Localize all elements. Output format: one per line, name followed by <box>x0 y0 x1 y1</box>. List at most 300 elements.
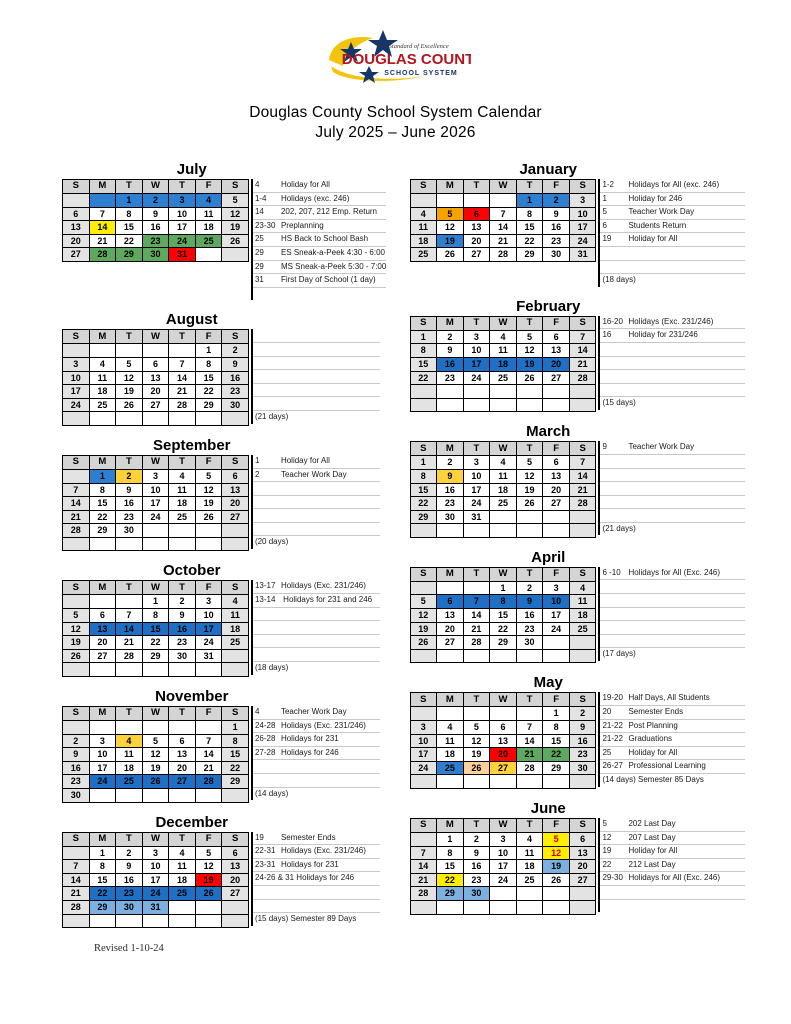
day-cell[interactable]: 4 <box>116 734 143 748</box>
day-cell[interactable]: 19 <box>195 873 222 887</box>
day-cell[interactable]: 4 <box>195 194 222 208</box>
day-cell[interactable]: 7 <box>463 595 490 609</box>
day-cell[interactable]: 20 <box>569 860 596 874</box>
day-cell[interactable]: 1 <box>89 469 116 483</box>
day-cell[interactable]: 19 <box>195 497 222 511</box>
day-cell[interactable]: 19 <box>516 357 543 371</box>
day-cell[interactable]: 22 <box>410 371 437 385</box>
day-cell[interactable]: 18 <box>195 221 222 235</box>
day-cell[interactable]: 1 <box>410 330 437 344</box>
day-cell[interactable]: 30 <box>569 761 596 775</box>
day-cell[interactable]: 1 <box>89 846 116 860</box>
day-cell[interactable]: 19 <box>222 221 249 235</box>
day-cell[interactable]: 9 <box>516 595 543 609</box>
day-cell[interactable]: 31 <box>195 649 222 663</box>
day-cell[interactable]: 10 <box>89 748 116 762</box>
day-cell[interactable]: 30 <box>543 248 570 262</box>
day-cell[interactable]: 18 <box>569 609 596 623</box>
day-cell[interactable]: 5 <box>410 595 437 609</box>
day-cell[interactable]: 27 <box>63 248 90 262</box>
day-cell[interactable]: 9 <box>463 846 490 860</box>
day-cell[interactable]: 14 <box>569 344 596 358</box>
day-cell[interactable]: 20 <box>222 873 249 887</box>
day-cell[interactable]: 26 <box>463 761 490 775</box>
day-cell[interactable]: 11 <box>222 609 249 623</box>
day-cell[interactable]: 11 <box>169 483 196 497</box>
day-cell[interactable]: 13 <box>543 469 570 483</box>
day-cell[interactable]: 16 <box>116 873 143 887</box>
day-cell[interactable]: 4 <box>569 581 596 595</box>
day-cell[interactable]: 10 <box>195 609 222 623</box>
day-cell[interactable]: 8 <box>195 357 222 371</box>
day-cell[interactable]: 13 <box>463 221 490 235</box>
day-cell[interactable]: 15 <box>516 221 543 235</box>
day-cell[interactable]: 11 <box>169 860 196 874</box>
day-cell[interactable]: 10 <box>543 595 570 609</box>
day-cell[interactable]: 29 <box>437 887 464 901</box>
day-cell[interactable]: 22 <box>437 873 464 887</box>
day-cell[interactable]: 29 <box>89 524 116 538</box>
day-cell[interactable]: 25 <box>195 234 222 248</box>
day-cell[interactable]: 15 <box>410 357 437 371</box>
day-cell[interactable]: 17 <box>195 622 222 636</box>
day-cell[interactable]: 14 <box>63 873 90 887</box>
day-cell[interactable]: 1 <box>437 833 464 847</box>
day-cell[interactable]: 27 <box>169 775 196 789</box>
day-cell[interactable]: 5 <box>543 833 570 847</box>
day-cell[interactable]: 28 <box>463 636 490 650</box>
day-cell[interactable]: 16 <box>142 221 169 235</box>
day-cell[interactable]: 19 <box>516 483 543 497</box>
day-cell[interactable]: 21 <box>116 636 143 650</box>
day-cell[interactable]: 23 <box>116 887 143 901</box>
day-cell[interactable]: 31 <box>169 248 196 262</box>
day-cell[interactable]: 16 <box>569 734 596 748</box>
day-cell[interactable]: 8 <box>516 207 543 221</box>
day-cell[interactable]: 13 <box>222 483 249 497</box>
day-cell[interactable]: 5 <box>463 721 490 735</box>
day-cell[interactable]: 25 <box>569 622 596 636</box>
day-cell[interactable]: 11 <box>195 207 222 221</box>
day-cell[interactable]: 1 <box>222 721 249 735</box>
day-cell[interactable]: 11 <box>89 371 116 385</box>
day-cell[interactable]: 15 <box>116 221 143 235</box>
day-cell[interactable]: 2 <box>569 707 596 721</box>
day-cell[interactable]: 6 <box>222 846 249 860</box>
day-cell[interactable]: 28 <box>63 524 90 538</box>
day-cell[interactable]: 29 <box>195 398 222 412</box>
day-cell[interactable]: 11 <box>437 734 464 748</box>
day-cell[interactable]: 12 <box>516 344 543 358</box>
day-cell[interactable]: 24 <box>169 234 196 248</box>
day-cell[interactable]: 29 <box>410 510 437 524</box>
day-cell[interactable]: 30 <box>116 524 143 538</box>
day-cell[interactable]: 26 <box>222 234 249 248</box>
day-cell[interactable]: 7 <box>410 846 437 860</box>
day-cell[interactable]: 10 <box>63 371 90 385</box>
day-cell[interactable]: 26 <box>410 636 437 650</box>
day-cell[interactable]: 19 <box>463 748 490 762</box>
day-cell[interactable]: 17 <box>63 385 90 399</box>
day-cell[interactable]: 18 <box>222 622 249 636</box>
day-cell[interactable]: 21 <box>63 510 90 524</box>
day-cell[interactable]: 24 <box>63 398 90 412</box>
day-cell[interactable]: 25 <box>490 497 517 511</box>
day-cell[interactable]: 8 <box>410 469 437 483</box>
day-cell[interactable]: 27 <box>490 761 517 775</box>
day-cell[interactable]: 18 <box>89 385 116 399</box>
day-cell[interactable]: 12 <box>543 846 570 860</box>
day-cell[interactable]: 13 <box>490 734 517 748</box>
day-cell[interactable]: 17 <box>142 497 169 511</box>
day-cell[interactable]: 17 <box>142 873 169 887</box>
day-cell[interactable]: 29 <box>490 636 517 650</box>
day-cell[interactable]: 29 <box>543 761 570 775</box>
day-cell[interactable]: 23 <box>569 748 596 762</box>
day-cell[interactable]: 11 <box>516 846 543 860</box>
day-cell[interactable]: 25 <box>169 510 196 524</box>
day-cell[interactable]: 4 <box>516 833 543 847</box>
day-cell[interactable]: 11 <box>490 469 517 483</box>
day-cell[interactable]: 23 <box>516 622 543 636</box>
day-cell[interactable]: 8 <box>222 734 249 748</box>
day-cell[interactable]: 22 <box>195 385 222 399</box>
day-cell[interactable]: 3 <box>490 833 517 847</box>
day-cell[interactable]: 23 <box>222 385 249 399</box>
day-cell[interactable]: 13 <box>543 344 570 358</box>
day-cell[interactable]: 12 <box>63 622 90 636</box>
day-cell[interactable]: 17 <box>169 221 196 235</box>
day-cell[interactable]: 16 <box>543 221 570 235</box>
day-cell[interactable]: 14 <box>195 748 222 762</box>
day-cell[interactable]: 13 <box>63 221 90 235</box>
day-cell[interactable]: 15 <box>89 873 116 887</box>
day-cell[interactable]: 13 <box>142 371 169 385</box>
day-cell[interactable]: 15 <box>410 483 437 497</box>
day-cell[interactable]: 22 <box>410 497 437 511</box>
day-cell[interactable]: 20 <box>437 622 464 636</box>
day-cell[interactable]: 1 <box>142 595 169 609</box>
day-cell[interactable]: 9 <box>222 357 249 371</box>
day-cell[interactable]: 9 <box>437 469 464 483</box>
day-cell[interactable]: 12 <box>410 609 437 623</box>
day-cell[interactable]: 25 <box>516 873 543 887</box>
day-cell[interactable]: 8 <box>410 344 437 358</box>
day-cell[interactable]: 6 <box>142 357 169 371</box>
day-cell[interactable]: 26 <box>116 398 143 412</box>
day-cell[interactable]: 28 <box>569 497 596 511</box>
day-cell[interactable]: 11 <box>569 595 596 609</box>
day-cell[interactable]: 3 <box>142 469 169 483</box>
day-cell[interactable]: 30 <box>516 636 543 650</box>
day-cell[interactable]: 28 <box>490 248 517 262</box>
day-cell[interactable]: 6 <box>543 330 570 344</box>
day-cell[interactable]: 6 <box>63 207 90 221</box>
day-cell[interactable]: 25 <box>169 887 196 901</box>
day-cell[interactable]: 14 <box>516 734 543 748</box>
day-cell[interactable]: 22 <box>89 510 116 524</box>
day-cell[interactable]: 23 <box>142 234 169 248</box>
day-cell[interactable]: 31 <box>569 248 596 262</box>
day-cell[interactable]: 29 <box>222 775 249 789</box>
day-cell[interactable]: 20 <box>490 748 517 762</box>
day-cell[interactable]: 23 <box>543 234 570 248</box>
day-cell[interactable]: 7 <box>89 207 116 221</box>
day-cell[interactable]: 27 <box>569 873 596 887</box>
day-cell[interactable]: 28 <box>89 248 116 262</box>
day-cell[interactable]: 18 <box>410 234 437 248</box>
day-cell[interactable]: 14 <box>463 609 490 623</box>
day-cell[interactable]: 27 <box>89 649 116 663</box>
day-cell[interactable]: 1 <box>490 581 517 595</box>
day-cell[interactable]: 3 <box>543 581 570 595</box>
day-cell[interactable]: 8 <box>543 721 570 735</box>
day-cell[interactable]: 31 <box>142 900 169 914</box>
day-cell[interactable]: 16 <box>222 371 249 385</box>
day-cell[interactable]: 9 <box>543 207 570 221</box>
day-cell[interactable]: 27 <box>222 510 249 524</box>
day-cell[interactable]: 24 <box>142 510 169 524</box>
day-cell[interactable]: 15 <box>89 497 116 511</box>
day-cell[interactable]: 22 <box>89 887 116 901</box>
day-cell[interactable]: 10 <box>410 734 437 748</box>
day-cell[interactable]: 5 <box>195 469 222 483</box>
day-cell[interactable]: 29 <box>142 649 169 663</box>
day-cell[interactable]: 22 <box>116 234 143 248</box>
day-cell[interactable]: 21 <box>569 483 596 497</box>
day-cell[interactable]: 20 <box>463 234 490 248</box>
day-cell[interactable]: 2 <box>142 194 169 208</box>
day-cell[interactable]: 24 <box>569 234 596 248</box>
day-cell[interactable]: 23 <box>63 775 90 789</box>
day-cell[interactable]: 15 <box>222 748 249 762</box>
day-cell[interactable]: 6 <box>569 833 596 847</box>
day-cell[interactable]: 7 <box>169 357 196 371</box>
day-cell[interactable]: 11 <box>116 748 143 762</box>
day-cell[interactable]: 7 <box>63 483 90 497</box>
day-cell[interactable]: 26 <box>516 497 543 511</box>
day-cell[interactable]: 19 <box>410 622 437 636</box>
day-cell[interactable]: 17 <box>463 483 490 497</box>
day-cell[interactable]: 26 <box>516 371 543 385</box>
day-cell[interactable]: 16 <box>437 483 464 497</box>
day-cell[interactable]: 18 <box>490 483 517 497</box>
day-cell[interactable]: 23 <box>437 497 464 511</box>
day-cell[interactable]: 29 <box>516 248 543 262</box>
day-cell[interactable]: 5 <box>195 846 222 860</box>
day-cell[interactable]: 14 <box>410 860 437 874</box>
day-cell[interactable]: 12 <box>516 469 543 483</box>
day-cell[interactable]: 3 <box>195 595 222 609</box>
day-cell[interactable]: 27 <box>222 887 249 901</box>
day-cell[interactable]: 4 <box>169 469 196 483</box>
day-cell[interactable]: 7 <box>569 330 596 344</box>
day-cell[interactable]: 24 <box>463 371 490 385</box>
day-cell[interactable]: 25 <box>437 761 464 775</box>
day-cell[interactable]: 4 <box>222 595 249 609</box>
day-cell[interactable]: 7 <box>490 207 517 221</box>
day-cell[interactable]: 15 <box>490 609 517 623</box>
day-cell[interactable]: 6 <box>169 734 196 748</box>
day-cell[interactable]: 18 <box>169 873 196 887</box>
day-cell[interactable]: 18 <box>116 761 143 775</box>
day-cell[interactable]: 24 <box>142 887 169 901</box>
day-cell[interactable]: 30 <box>63 789 90 803</box>
day-cell[interactable]: 5 <box>63 609 90 623</box>
day-cell[interactable]: 19 <box>543 860 570 874</box>
day-cell[interactable]: 17 <box>89 761 116 775</box>
day-cell[interactable]: 22 <box>222 761 249 775</box>
day-cell[interactable]: 20 <box>142 385 169 399</box>
day-cell[interactable]: 8 <box>89 860 116 874</box>
day-cell[interactable]: 16 <box>437 357 464 371</box>
day-cell[interactable]: 3 <box>463 330 490 344</box>
day-cell[interactable]: 1 <box>116 194 143 208</box>
day-cell[interactable]: 16 <box>516 609 543 623</box>
day-cell[interactable]: 2 <box>516 581 543 595</box>
day-cell[interactable]: 18 <box>437 748 464 762</box>
day-cell[interactable]: 26 <box>142 775 169 789</box>
day-cell[interactable]: 10 <box>142 483 169 497</box>
day-cell[interactable]: 10 <box>490 846 517 860</box>
day-cell[interactable]: 12 <box>116 371 143 385</box>
day-cell[interactable]: 2 <box>222 344 249 358</box>
day-cell[interactable]: 28 <box>169 398 196 412</box>
day-cell[interactable]: 5 <box>516 330 543 344</box>
day-cell[interactable]: 30 <box>222 398 249 412</box>
day-cell[interactable]: 1 <box>195 344 222 358</box>
day-cell[interactable]: 4 <box>490 456 517 470</box>
day-cell[interactable]: 6 <box>437 595 464 609</box>
day-cell[interactable]: 24 <box>89 775 116 789</box>
day-cell[interactable]: 13 <box>437 609 464 623</box>
day-cell[interactable]: 13 <box>89 622 116 636</box>
day-cell[interactable]: 20 <box>222 497 249 511</box>
day-cell[interactable]: 19 <box>63 636 90 650</box>
day-cell[interactable]: 2 <box>63 734 90 748</box>
day-cell[interactable]: 28 <box>516 761 543 775</box>
day-cell[interactable]: 3 <box>569 194 596 208</box>
day-cell[interactable]: 5 <box>437 207 464 221</box>
day-cell[interactable]: 27 <box>142 398 169 412</box>
day-cell[interactable]: 5 <box>516 456 543 470</box>
day-cell[interactable]: 29 <box>116 248 143 262</box>
day-cell[interactable]: 17 <box>490 860 517 874</box>
day-cell[interactable]: 6 <box>89 609 116 623</box>
day-cell[interactable]: 9 <box>116 483 143 497</box>
day-cell[interactable]: 2 <box>437 330 464 344</box>
day-cell[interactable]: 5 <box>116 357 143 371</box>
day-cell[interactable]: 16 <box>463 860 490 874</box>
day-cell[interactable]: 8 <box>89 483 116 497</box>
day-cell[interactable]: 5 <box>222 194 249 208</box>
day-cell[interactable]: 2 <box>169 595 196 609</box>
day-cell[interactable]: 10 <box>463 469 490 483</box>
day-cell[interactable]: 13 <box>222 860 249 874</box>
day-cell[interactable]: 26 <box>195 510 222 524</box>
day-cell[interactable]: 4 <box>490 330 517 344</box>
day-cell[interactable]: 25 <box>410 248 437 262</box>
day-cell[interactable]: 17 <box>543 609 570 623</box>
day-cell[interactable]: 6 <box>463 207 490 221</box>
day-cell[interactable]: 21 <box>63 887 90 901</box>
day-cell[interactable]: 14 <box>569 469 596 483</box>
day-cell[interactable]: 6 <box>490 721 517 735</box>
day-cell[interactable]: 9 <box>63 748 90 762</box>
day-cell[interactable]: 27 <box>463 248 490 262</box>
day-cell[interactable]: 3 <box>63 357 90 371</box>
day-cell[interactable]: 27 <box>543 371 570 385</box>
day-cell[interactable]: 13 <box>569 846 596 860</box>
day-cell[interactable]: 25 <box>490 371 517 385</box>
day-cell[interactable]: 6 <box>222 469 249 483</box>
day-cell[interactable]: 21 <box>410 873 437 887</box>
day-cell[interactable]: 16 <box>169 622 196 636</box>
day-cell[interactable]: 14 <box>63 497 90 511</box>
day-cell[interactable]: 7 <box>116 609 143 623</box>
day-cell[interactable]: 21 <box>195 761 222 775</box>
day-cell[interactable]: 18 <box>169 497 196 511</box>
day-cell[interactable]: 11 <box>410 221 437 235</box>
day-cell[interactable]: 10 <box>463 344 490 358</box>
day-cell[interactable]: 14 <box>169 371 196 385</box>
day-cell[interactable]: 24 <box>463 497 490 511</box>
day-cell[interactable]: 9 <box>142 207 169 221</box>
day-cell[interactable]: 22 <box>516 234 543 248</box>
day-cell[interactable]: 22 <box>543 748 570 762</box>
day-cell[interactable]: 4 <box>437 721 464 735</box>
day-cell[interactable]: 4 <box>89 357 116 371</box>
day-cell[interactable]: 3 <box>410 721 437 735</box>
day-cell[interactable]: 31 <box>463 510 490 524</box>
day-cell[interactable]: 19 <box>437 234 464 248</box>
day-cell[interactable]: 12 <box>437 221 464 235</box>
day-cell[interactable]: 20 <box>543 483 570 497</box>
day-cell[interactable]: 1 <box>543 707 570 721</box>
day-cell[interactable]: 14 <box>116 622 143 636</box>
day-cell[interactable]: 9 <box>169 609 196 623</box>
day-cell[interactable]: 9 <box>569 721 596 735</box>
day-cell[interactable]: 26 <box>195 887 222 901</box>
day-cell[interactable]: 24 <box>195 636 222 650</box>
day-cell[interactable]: 2 <box>463 833 490 847</box>
day-cell[interactable]: 10 <box>569 207 596 221</box>
day-cell[interactable]: 10 <box>142 860 169 874</box>
day-cell[interactable]: 20 <box>543 357 570 371</box>
day-cell[interactable]: 19 <box>142 761 169 775</box>
day-cell[interactable]: 3 <box>89 734 116 748</box>
day-cell[interactable]: 4 <box>169 846 196 860</box>
day-cell[interactable]: 13 <box>169 748 196 762</box>
day-cell[interactable]: 24 <box>490 873 517 887</box>
day-cell[interactable]: 25 <box>116 775 143 789</box>
day-cell[interactable]: 2 <box>116 469 143 483</box>
day-cell[interactable]: 28 <box>410 887 437 901</box>
day-cell[interactable]: 21 <box>89 234 116 248</box>
day-cell[interactable]: 28 <box>569 371 596 385</box>
day-cell[interactable]: 21 <box>169 385 196 399</box>
day-cell[interactable]: 9 <box>437 344 464 358</box>
day-cell[interactable]: 12 <box>142 748 169 762</box>
day-cell[interactable]: 2 <box>437 456 464 470</box>
day-cell[interactable]: 23 <box>116 510 143 524</box>
day-cell[interactable]: 4 <box>410 207 437 221</box>
day-cell[interactable]: 21 <box>569 357 596 371</box>
day-cell[interactable]: 26 <box>437 248 464 262</box>
day-cell[interactable]: 26 <box>63 649 90 663</box>
day-cell[interactable]: 21 <box>463 622 490 636</box>
day-cell[interactable]: 3 <box>169 194 196 208</box>
